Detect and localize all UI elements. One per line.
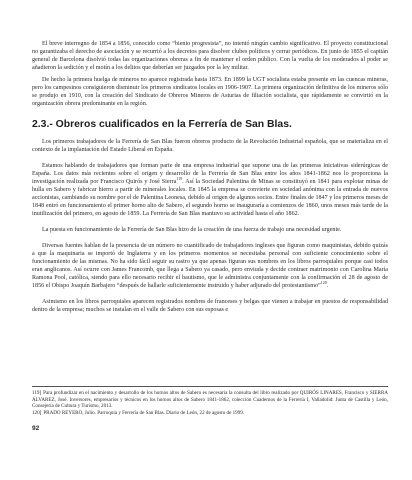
paragraph-2-text-cont: . Así la Sociedad Palentina de Minas se constituyó en 1841 para explotar minas de hulla en Sabero y fabricar hierro a partir de minerales locales. En 1845 la empresa se convierte en sociedad anónima con la entrada de nuevos accionistas, cambiando su nombre por el de Palentina Leonesa, debido al origen de algunos socios. Entre finales de 1847 y los primeros meses de 1848 entró en funcionamiento el primer horno alto de Sabero, el segundo horno se inauguraría a comienzos de 1860, unos meses más tarde de la inutilización del primero, en agosto de 1859. La Ferrería de San Blas mantuvo su actividad hasta el año 1862. — [32, 179, 388, 217]
paragraph-2 — [32, 162, 388, 218]
paragraph-huelga: De hecho la primera huelga de mineros no aparece registrada hasta 1873. En 1899 la UGT socialista estaba presente en las cuencas mineras, pero los campesinos consiguieron disminuir los primeros sindicatos locales en 1906-1907. La primera organización definitiva de los mineros sólo se produjo en 1910, con la creación del Sindicato de Obreros Mineros de Asturias de filiación socialista, que rápidamente se convirtió en la organización obrera predominante en la región. — [32, 77, 388, 107]
paragraph-bienio: El breve interregno de 1854 a 1856, conocido como “bienio progresista”, no intentó ningún cambio significativo. El proyecto constitucional no garantizaba el derecho de asociación y se recurrió a los decretos para disolver clubes políticos y cerrar periódicos. En junio de 1855 el capitán general de Barcelona disolvió todas las organizaciones obreras a fin de mantener el orden público. Con la vuelta de los moderados al poder se añadieron la sedición y el motín a los delitos que deberían ser juzgados por la ley militar. — [32, 41, 388, 71]
section-heading: 2.3.- Obreros cualificados en la Ferrería de San Blas. — [32, 119, 292, 130]
paragraph-1-text: Los primeros trabajadores de la Ferrería de San Blas fueron obreros producto de la Revolución Industrial española, que se materializa en el contexto de la implantación del Estado Liberal en España. — [32, 139, 388, 153]
paragraph-5-text: Asimismo en los libros parroquiales aparecen registrados nombres de franceses y belgas que vienen a trabajar en puestos de responsabilidad dentro de la empresa; muchos se instalan en el valle de Sabero con sus esposas e — [32, 299, 388, 313]
footnote-number: 119] — [32, 390, 42, 396]
paragraph-3-text: La puesta en funcionamiento de la Ferrería de San Blas hizo de la creación de una fuerza de trabajo una necesidad urgente. — [42, 227, 342, 233]
page-body — [32, 40, 388, 318]
paragraph-4-text-cont: . — [326, 283, 329, 289]
footnote-text: Para profundizar en el nacimiento y desarrollo de los hornos altos de Sabero es necesaria la consulta del libro realizado por QUIRÓS LINARES, Francisco y SIERRA ÁLVAREZ, José. Inversores, empresarios y técnicos en los hornos altos de Sabero 1841-1862, colección Cuadernos de la Ferrería I, Valladolid: Junta de Castilla y León, Consejería de Cultura y Turismo, 2013. — [32, 390, 388, 410]
footnote-120 — [32, 410, 388, 417]
footnote-119 — [32, 390, 388, 410]
page-number: 92 — [32, 425, 40, 432]
footnote-ref-119: 119 — [176, 175, 183, 181]
paragraph-4-text: Diversas fuentes hablan de la presencia de un número no cuantificado de trabajadores ingleses que figuran como maquinistas, debido quizás a que la maquinaria se importó de Inglaterra y en los primeros momentos se necesitaba personal con suficiente conocimiento sobre el funcionamiento de las mismas. No ha sido fácil seguir su rastro ya que apenas figuran sus nombres en los libros parroquiales porque casi todos eran anglicanos. Así ocurre con James Francomb, que llega a Sabero ya casado, pero enviuda y decide contraer matrimonio con Carolina María Ramona Pool, católica, siendo para ello necesario recibir el bautismo, que le administra conjuntamente con la confirmación el 28 de agosto de 1856 el Obispo Joaquín Barbajero “después de hallarle suficientemente instruido y haber adjurado del protestantismo” — [32, 243, 388, 289]
footnote-text: PRADO REYERO, Julio. Parroquia y Ferrería de San Blas. Diario de León, 22 de agosto de 1999. — [43, 409, 245, 416]
paragraph-4 — [32, 242, 388, 290]
paragraph-3 — [32, 226, 388, 234]
footnotes — [32, 386, 388, 416]
paragraph-5 — [32, 298, 388, 314]
footnote-ref-120: 120 — [320, 279, 327, 285]
paragraph-1 — [32, 138, 388, 154]
paragraph-2-text: Estamos hablando de trabajadores que forman parte de una empresa industrial que supone una de las primeras iniciativas siderúrgicas de España. Los datos más recientes sobre el origen y desarrollo de la Ferrería de San Blas entre los años 1841-1862 nos lo proporciona la investigación realizada por Francisco Quirós y José Sierra — [32, 163, 388, 185]
footnote-number: 120] — [32, 409, 42, 416]
